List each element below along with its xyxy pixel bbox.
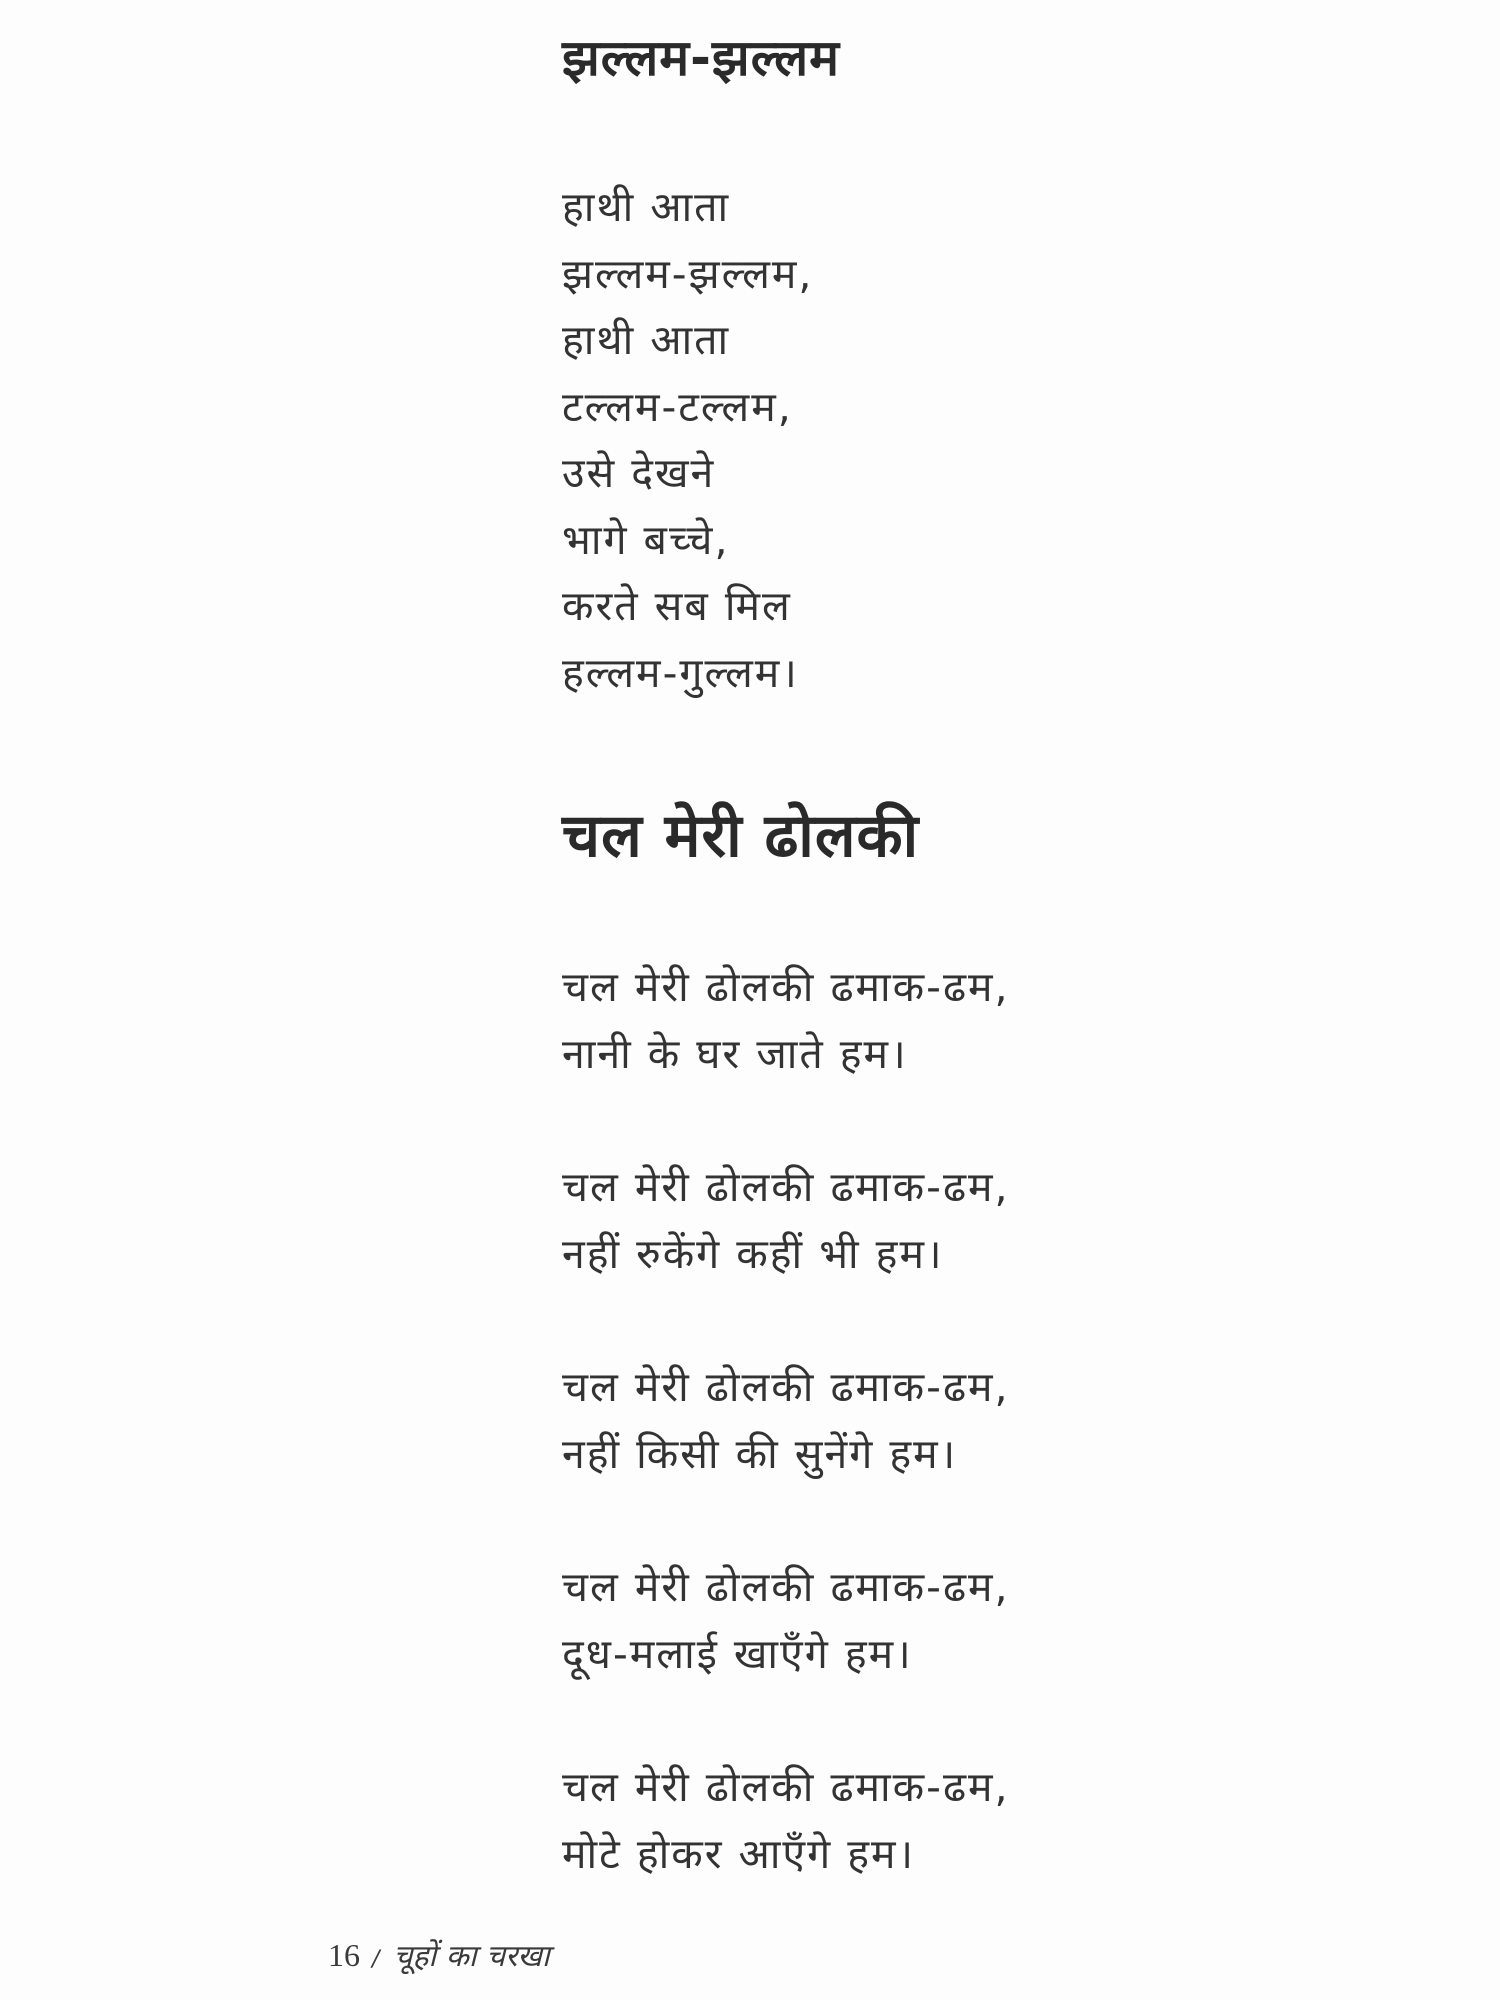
book-title: चूहों का चरखा [393,1939,550,1974]
poem-title: चल मेरी ढोलकी [562,801,920,871]
poem-title: झल्लम-झल्लम [562,29,841,87]
poem-line: हाथी आता [562,316,731,364]
poem-line: भागे बच्चे, [562,515,730,564]
poem-stanza [562,954,1010,1087]
poem-stanza [562,1354,1010,1487]
poem-stanza [562,1754,1010,1887]
page-number: 16 [328,1937,360,1973]
footer-separator: / [372,1947,380,1972]
poem-line: चल मेरी ढोलकी ढमाक-ढम, [562,1363,1010,1411]
poem-line: चल मेरी ढोलकी ढमाक-ढम, [562,1763,1010,1811]
poem-line: टल्लम-टल्लम, [562,382,793,431]
poem-line: झल्लम-झल्लम, [562,249,814,298]
poem-line: करते सब मिल [562,582,792,630]
page-footer [328,1934,550,1975]
poem-line: मोटे होकर आएँगे हम। [562,1829,916,1878]
poem-stanza [562,174,813,706]
poem-line: चल मेरी ढोलकी ढमाक-ढम, [562,1563,1010,1611]
poem-line: नहीं किसी की सुनेंगे हम। [562,1429,958,1478]
poem-line: हल्लम-गुल्लम। [562,648,799,697]
poem-line: नहीं रुकेंगे कहीं भी हम। [562,1229,944,1278]
poem-line: नानी के घर जाते हम। [562,1029,908,1078]
poem-line: चल मेरी ढोलकी ढमाक-ढम, [562,963,1010,1011]
poem-line: चल मेरी ढोलकी ढमाक-ढम, [562,1163,1010,1211]
poem-line: दूध-मलाई खाएँगे हम। [562,1629,913,1678]
poem-stanza [562,1154,1010,1287]
poem-line: हाथी आता [562,183,731,231]
poem-line: उसे देखने [562,449,716,497]
poem-stanza [562,1554,1010,1687]
